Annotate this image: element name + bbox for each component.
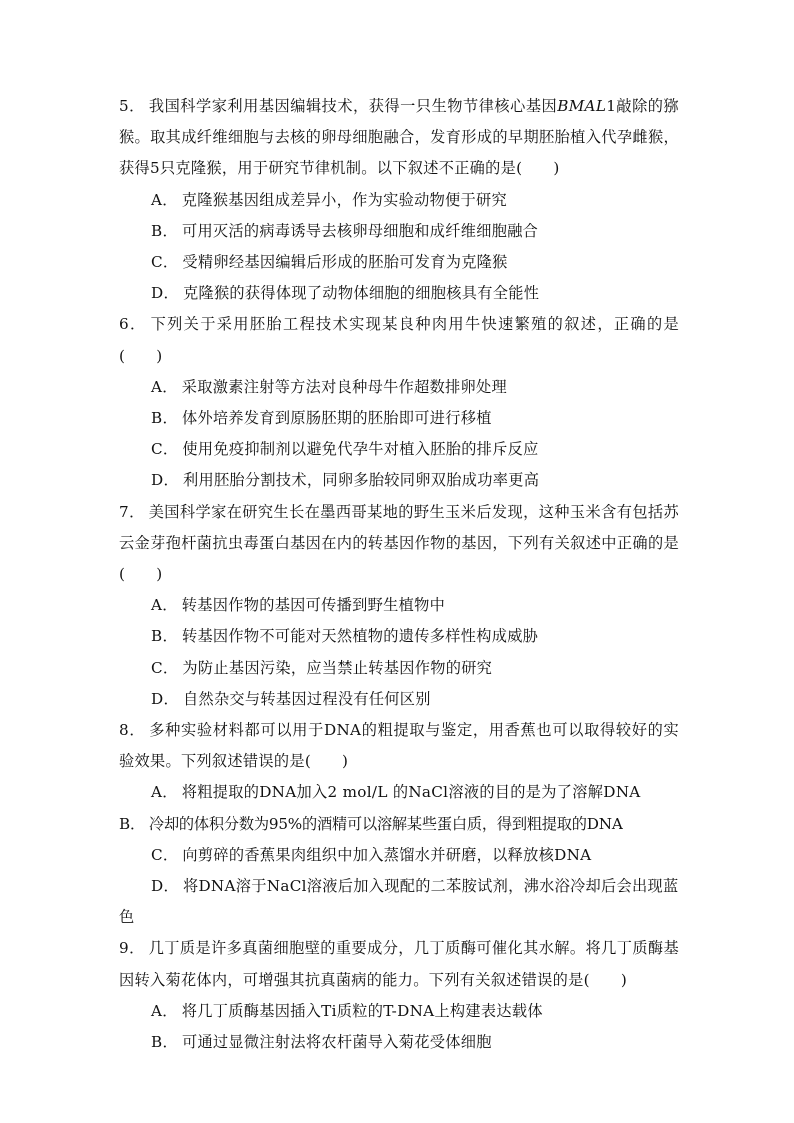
- question-text: 多种实验材料都可以用于DNA的粗提取与鉴定，用香蕉也可以取得较好的实验效果。下列叙述错误的是( ): [119, 721, 679, 771]
- option-d: D． 自然杂交与转基因过程没有任何区别: [151, 689, 431, 708]
- option-d: D． 克隆猴的获得体现了动物体细胞的细胞核具有全能性: [151, 284, 540, 303]
- question-number: 5．: [119, 97, 145, 115]
- question-text: 美国科学家在研究生长在墨西哥某地的野生玉米后发现，这种玉米含有包括苏云金芽孢杆菌抗虫毒蛋白基因在内的转基因作物的基因，下列有关叙述中正确的是( ): [119, 502, 680, 584]
- question-text: 下列关于采用胚胎工程技术实现某良种肉用牛快速繁殖的叙述，正确的是( ): [119, 315, 679, 365]
- option-b: B． 转基因作物不可能对天然植物的遗传多样性构成威胁: [151, 627, 539, 646]
- question-number: 7．: [119, 502, 145, 521]
- option-a: A． 克隆猴基因组成差异小，作为实验动物便于研究: [151, 190, 508, 209]
- option-a: A． 采取激素注射等方法对良种母牛作超数排卵处理: [151, 377, 508, 396]
- gene-name: BMAL: [557, 97, 607, 115]
- option-c: C． 向剪碎的香蕉果肉组织中加入蒸馏水并研磨，以释放核DNA: [151, 845, 592, 864]
- question-6-stem: [119, 309, 679, 371]
- option-b: B． 可通过显微注射法将农杆菌导入菊花受体细胞: [151, 1033, 492, 1052]
- question-number: 6．: [119, 315, 147, 334]
- option-c: C． 受精卵经基因编辑后形成的胚胎可发育为克隆猴: [151, 253, 508, 272]
- option-b: B． 冷却的体积分数为95%的酒精可以溶解某些蛋白质，得到粗提取的DNA: [119, 814, 623, 833]
- question-text: 我国科学家利用基因编辑技术，获得一只生物节律核心基因: [148, 97, 558, 115]
- question-9-stem: [119, 933, 679, 995]
- option-c: C． 为防止基因污染，应当禁止转基因作物的研究: [151, 658, 493, 677]
- question-7-stem: [119, 497, 679, 591]
- option-a: A． 将粗提取的DNA加入2 mol/L 的NaCl溶液的目的是为了溶解DNA: [151, 783, 641, 802]
- option-b: B． 可用灭活的病毒诱导去核卵母细胞和成纤维细胞融合: [151, 221, 539, 240]
- question-number: 9．: [119, 939, 145, 958]
- question-5-stem: [119, 91, 679, 185]
- question-8-stem: [119, 715, 679, 777]
- option-c: C． 使用免疫抑制剂以避免代孕牛对植入胚胎的排斥反应: [151, 440, 539, 459]
- option-d: D． 利用胚胎分割技术，同卵多胎较同卵双胎成功率更高: [151, 471, 540, 490]
- option-a: A． 转基因作物的基因可传播到野生植物中: [151, 596, 446, 615]
- option-a: A． 将几丁质酶基因插入Ti质粒的T-DNA上构建表达载体: [151, 1001, 543, 1020]
- question-list: [119, 91, 679, 1058]
- question-number: 8．: [119, 721, 146, 740]
- option-d: D． 将DNA溶于NaCl溶液后加入现配的二苯胺试剂，沸水浴冷却后会出现蓝色: [119, 877, 679, 927]
- question-text-cont: 1敲除的猕猴。取其成纤维细胞与去核的卵母细胞融合，发育形成的早期胚胎植入代孕雌猴，获得5只克隆猴，用于研究节律机制。以下叙述不正确的是( ): [119, 97, 679, 178]
- question-text: 几丁质是许多真菌细胞壁的重要成分，几丁质酶可催化其水解。将几丁质酶基因转入菊花体内，可增强其抗真菌病的能力。下列有关叙述错误的是( ): [119, 939, 680, 989]
- option-b: B． 体外培养发育到原肠胚期的胚胎即可进行移植: [151, 409, 492, 428]
